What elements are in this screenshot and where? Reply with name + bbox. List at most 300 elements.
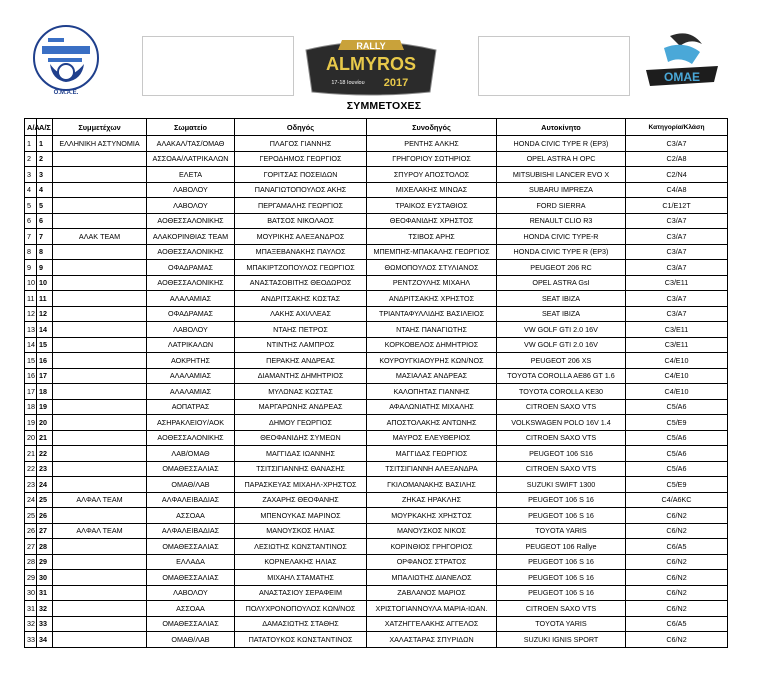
row-as: 3 bbox=[37, 167, 53, 183]
row-driver: ΜΑΝΟΥΣΚΟΣ ΗΛΙΑΣ bbox=[235, 523, 367, 539]
row-aa: 19 bbox=[25, 415, 37, 431]
col-header-driver: Οδηγός bbox=[235, 119, 367, 136]
table-row bbox=[25, 492, 728, 508]
row-car: PEUGEOT 106 S 16 bbox=[497, 570, 626, 586]
svg-text:17-18 Ιουνίου: 17-18 Ιουνίου bbox=[331, 80, 365, 86]
col-header-class: Κατηγορία/Κλάση bbox=[626, 119, 728, 136]
row-aa: 21 bbox=[25, 446, 37, 462]
row-driver: ΜΠΑΚΙΡΤΖΟΠΟΥΛΟΣ ΓΕΩΡΓΙΟΣ bbox=[235, 260, 367, 276]
table-row bbox=[25, 554, 728, 570]
row-driver: ΓΕΡΟΔΗΜΟΣ ΓΕΩΡΓΙΟΣ bbox=[235, 151, 367, 167]
row-class: C3/A7 bbox=[626, 306, 728, 322]
row-car: PEUGEOT 106 S 16 bbox=[497, 492, 626, 508]
row-as: 23 bbox=[37, 461, 53, 477]
row-class: C4/A6KC bbox=[626, 492, 728, 508]
row-club: ΟΜΑΘΕΣΣΑΛΙΑΣ bbox=[147, 616, 235, 632]
row-as: 8 bbox=[37, 244, 53, 260]
row-driver: ΝΤΑΗΣ ΠΕΤΡΟΣ bbox=[235, 322, 367, 338]
row-codriver: ΑΠΟΣΤΟΛΑΚΗΣ ΑΝΤΩΝΗΣ bbox=[367, 415, 497, 431]
header-frame-left bbox=[142, 36, 294, 96]
row-driver: ΓΟΡΙΤΣΑΣ ΠΟΣΕΙΔΩΝ bbox=[235, 167, 367, 183]
row-club: ΑΟΚΡΗΤΗΣ bbox=[147, 353, 235, 369]
row-aa: 2 bbox=[25, 151, 37, 167]
row-car: OPEL ASTRA GsI bbox=[497, 275, 626, 291]
row-car: PEUGEOT 106 S16 bbox=[497, 446, 626, 462]
row-car: PEUGEOT 106 S 16 bbox=[497, 554, 626, 570]
row-club: ΑΛΑΛΑΜΙΑΣ bbox=[147, 291, 235, 307]
table-row bbox=[25, 570, 728, 586]
row-as: 29 bbox=[37, 554, 53, 570]
row-driver: ΜΟΥΡΙΚΗΣ ΑΛΕΞΑΝΔΡΟΣ bbox=[235, 229, 367, 245]
row-codriver: ΧΑΛΑΣΤΑΡΑΣ ΣΠΥΡΙΔΩΝ bbox=[367, 632, 497, 648]
row-driver: ΔΙΑΜΑΝΤΗΣ ΔΗΜΗΤΡΙΟΣ bbox=[235, 368, 367, 384]
row-codriver: ΘΩΜΟΠΟΥΛΟΣ ΣΤΥΛΙΑΝΟΣ bbox=[367, 260, 497, 276]
col-header-aa: Α/Α bbox=[25, 119, 37, 136]
table-row bbox=[25, 430, 728, 446]
row-as: 32 bbox=[37, 601, 53, 617]
svg-text:ALMYROS: ALMYROS bbox=[326, 54, 416, 74]
row-driver: ΝΤΙΝΤΗΣ ΛΑΜΠΡΟΣ bbox=[235, 337, 367, 353]
row-class: C4/E10 bbox=[626, 353, 728, 369]
row-club: ΑΟΘΕΣΣΑΛΟΝΙΚΗΣ bbox=[147, 275, 235, 291]
row-class: C5/A6 bbox=[626, 446, 728, 462]
row-driver: ΖΑΧΑΡΗΣ ΘΕΟΦΑΝΗΣ bbox=[235, 492, 367, 508]
table-row bbox=[25, 446, 728, 462]
row-club: ΑΛΑΛΑΜΙΑΣ bbox=[147, 368, 235, 384]
row-codriver: ΤΡΙΑΝΤΑΦΥΛΛΙΔΗΣ ΒΑΣΙΛΕΙΟΣ bbox=[367, 306, 497, 322]
row-participant bbox=[53, 275, 147, 291]
row-participant bbox=[53, 477, 147, 493]
row-aa: 5 bbox=[25, 198, 37, 214]
row-class: C6/N2 bbox=[626, 570, 728, 586]
row-as: 25 bbox=[37, 492, 53, 508]
row-participant bbox=[53, 167, 147, 183]
header-frame-right bbox=[478, 36, 630, 96]
row-codriver: ΚΟΥΡΟΥΓΚΙΑΟΥΡΗΣ ΚΩΝ/ΝΟΣ bbox=[367, 353, 497, 369]
row-aa: 12 bbox=[25, 306, 37, 322]
row-driver: ΑΝΔΡΙΤΣΑΚΗΣ ΚΩΣΤΑΣ bbox=[235, 291, 367, 307]
row-aa: 14 bbox=[25, 337, 37, 353]
row-car: SUZUKI IGNIS SPORT bbox=[497, 632, 626, 648]
row-club: ΛΑΒΟΛΟΥ bbox=[147, 322, 235, 338]
row-club: ΟΦΑΔΡΑΜΑΣ bbox=[147, 306, 235, 322]
row-club: ΛΑΒΟΛΟΥ bbox=[147, 182, 235, 198]
row-driver: ΜΠΕΝΟΥΚΑΣ ΜΑΡΙΝΟΣ bbox=[235, 508, 367, 524]
row-class: C2/N4 bbox=[626, 167, 728, 183]
row-class: C2/A8 bbox=[626, 151, 728, 167]
row-driver: ΜΑΡΓΑΡΩΝΗΣ ΑΝΔΡΕΑΣ bbox=[235, 399, 367, 415]
row-driver: ΠΕΡΑΚΗΣ ΑΝΔΡΕΑΣ bbox=[235, 353, 367, 369]
row-car: CITROEN SAXO VTS bbox=[497, 461, 626, 477]
row-as: 28 bbox=[37, 539, 53, 555]
row-club: ΛΑΤΡΙΚΑΛΩΝ bbox=[147, 337, 235, 353]
rally-almyros-logo bbox=[300, 36, 442, 96]
row-driver: ΠΑΤΑΤΟΥΚΟΣ ΚΩΝΣΤΑΝΤΙΝΟΣ bbox=[235, 632, 367, 648]
row-car: PEUGEOT 106 Rallye bbox=[497, 539, 626, 555]
row-class: C6/N2 bbox=[626, 601, 728, 617]
row-driver: ΚΟΡΝΕΛΑΚΗΣ ΗΛΙΑΣ bbox=[235, 554, 367, 570]
row-class: C6/N2 bbox=[626, 632, 728, 648]
row-as: 10 bbox=[37, 275, 53, 291]
row-codriver: ΣΠΥΡΟΥ ΑΠΟΣΤΟΛΟΣ bbox=[367, 167, 497, 183]
row-car: VW GOLF GTI 2.0 16V bbox=[497, 322, 626, 338]
row-class: C6/N2 bbox=[626, 523, 728, 539]
row-club: ΟΜΑΘ/ΛΑΒ bbox=[147, 477, 235, 493]
entries-table bbox=[24, 118, 728, 648]
row-car: TOYOTA COROLLA KE30 bbox=[497, 384, 626, 400]
row-car: MITSUBISHI LANCER EVO X bbox=[497, 167, 626, 183]
col-header-as: Α/Σ bbox=[37, 119, 53, 136]
row-class: C6/A5 bbox=[626, 616, 728, 632]
row-aa: 33 bbox=[25, 632, 37, 648]
row-aa: 8 bbox=[25, 244, 37, 260]
row-codriver: ΜΑΣΙΑΛΑΣ ΑΝΔΡΕΑΣ bbox=[367, 368, 497, 384]
row-codriver: ΚΟΡΚΟΒΕΛΟΣ ΔΗΜΗΤΡΙΟΣ bbox=[367, 337, 497, 353]
svg-text:ΟΜΑΕ: ΟΜΑΕ bbox=[664, 70, 700, 84]
row-class: C4/E10 bbox=[626, 368, 728, 384]
row-codriver: ΜΟΥΡΚΑΚΗΣ ΧΡΗΣΤΟΣ bbox=[367, 508, 497, 524]
row-class: C5/A6 bbox=[626, 461, 728, 477]
row-car: VW GOLF GTI 2.0 16V bbox=[497, 337, 626, 353]
row-club: ΟΜΑΘΕΣΣΑΛΙΑΣ bbox=[147, 461, 235, 477]
row-as: 7 bbox=[37, 229, 53, 245]
table-row bbox=[25, 337, 728, 353]
row-codriver: ΜΑΥΡΟΣ ΕΛΕΥΘΕΡΙΟΣ bbox=[367, 430, 497, 446]
row-club: ΑΣΣΟΑΑ bbox=[147, 601, 235, 617]
row-class: C4/A8 bbox=[626, 182, 728, 198]
row-class: C3/E11 bbox=[626, 322, 728, 338]
row-aa: 22 bbox=[25, 461, 37, 477]
table-row bbox=[25, 260, 728, 276]
row-codriver: ΜΠΑΛΙΩΤΗΣ ΔΙΑΝΕΛΟΣ bbox=[367, 570, 497, 586]
row-as: 12 bbox=[37, 306, 53, 322]
row-as: 9 bbox=[37, 260, 53, 276]
row-as: 14 bbox=[37, 322, 53, 338]
row-car: OPEL ASTRA H OPC bbox=[497, 151, 626, 167]
table-row bbox=[25, 539, 728, 555]
table-row bbox=[25, 198, 728, 214]
row-as: 31 bbox=[37, 585, 53, 601]
table-row bbox=[25, 213, 728, 229]
row-participant bbox=[53, 539, 147, 555]
row-aa: 4 bbox=[25, 182, 37, 198]
row-codriver: ΜΑΝΟΥΣΚΟΣ ΝΙΚΟΣ bbox=[367, 523, 497, 539]
row-codriver: ΧΑΤΖΗΓΓΕΛΑΚΗΣ ΑΓΓΕΛΟΣ bbox=[367, 616, 497, 632]
row-aa: 27 bbox=[25, 539, 37, 555]
row-participant bbox=[53, 260, 147, 276]
table-row bbox=[25, 275, 728, 291]
table-header-row bbox=[25, 119, 728, 136]
row-club: ΕΛΕΤΑ bbox=[147, 167, 235, 183]
table-row bbox=[25, 585, 728, 601]
row-driver: ΘΕΟΦΑΝΙΔΗΣ ΣΥΜΕΩΝ bbox=[235, 430, 367, 446]
row-car: SEAT IBIZA bbox=[497, 291, 626, 307]
row-participant bbox=[53, 415, 147, 431]
row-codriver: ΜΠΕΜΠΗΣ-ΜΠΑΚΑΛΗΣ ΓΕΩΡΓΙΟΣ bbox=[367, 244, 497, 260]
row-participant: ΑΛΦΑΛ TEAM bbox=[53, 523, 147, 539]
row-car: HONDA CIVIC TYPE R (EP3) bbox=[497, 136, 626, 152]
row-participant bbox=[53, 213, 147, 229]
row-aa: 16 bbox=[25, 368, 37, 384]
row-as: 1 bbox=[37, 136, 53, 152]
club-logo bbox=[28, 16, 104, 98]
row-aa: 26 bbox=[25, 523, 37, 539]
row-aa: 1 bbox=[25, 136, 37, 152]
row-driver: ΑΝΑΣΤΑΣΙΟΥ ΣΕΡΑΦΕΙΜ bbox=[235, 585, 367, 601]
row-participant bbox=[53, 601, 147, 617]
row-class: C6/N2 bbox=[626, 585, 728, 601]
row-club: ΑΟΠΑΤΡΑΣ bbox=[147, 399, 235, 415]
row-club: ΑΣΣΟΑΑ bbox=[147, 508, 235, 524]
row-codriver: ΜΙΧΕΛΑΚΗΣ ΜΙΝΩΑΣ bbox=[367, 182, 497, 198]
row-class: C6/A5 bbox=[626, 539, 728, 555]
table-row bbox=[25, 477, 728, 493]
row-participant bbox=[53, 151, 147, 167]
row-aa: 30 bbox=[25, 585, 37, 601]
row-class: C3/A7 bbox=[626, 136, 728, 152]
row-class: C3/A7 bbox=[626, 260, 728, 276]
row-participant bbox=[53, 554, 147, 570]
svg-text:Ο.Μ.Α.Ε.: Ο.Μ.Α.Ε. bbox=[53, 90, 79, 96]
row-as: 17 bbox=[37, 368, 53, 384]
table-row bbox=[25, 632, 728, 648]
row-driver: ΠΕΡΓΑΜΑΛΗΣ ΓΕΩΡΓΙΟΣ bbox=[235, 198, 367, 214]
row-participant bbox=[53, 322, 147, 338]
row-aa: 9 bbox=[25, 260, 37, 276]
row-car: CITROEN SAXO VTS bbox=[497, 430, 626, 446]
row-class: C5/A6 bbox=[626, 430, 728, 446]
row-aa: 20 bbox=[25, 430, 37, 446]
table-row bbox=[25, 136, 728, 152]
col-header-codriver: Συνοδηγός bbox=[367, 119, 497, 136]
row-codriver: ΓΚΙΛΟΜΑΝΑΚΗΣ ΒΑΣΙΛΗΣ bbox=[367, 477, 497, 493]
row-club: ΟΦΑΔΡΑΜΑΣ bbox=[147, 260, 235, 276]
row-aa: 31 bbox=[25, 601, 37, 617]
row-class: C5/E9 bbox=[626, 415, 728, 431]
row-aa: 32 bbox=[25, 616, 37, 632]
row-codriver: ΑΦΑΛΩΝΙΑΤΗΣ ΜΙΧΑΛΗΣ bbox=[367, 399, 497, 415]
row-participant bbox=[53, 570, 147, 586]
row-driver: ΠΑΝΑΓΙΩΤΟΠΟΥΛΟΣ ΑΚΗΣ bbox=[235, 182, 367, 198]
row-as: 19 bbox=[37, 399, 53, 415]
page-header bbox=[0, 0, 768, 100]
col-header-club: Σωματείο bbox=[147, 119, 235, 136]
row-class: C5/E9 bbox=[626, 477, 728, 493]
row-club: ΕΛΛΑΔΑ bbox=[147, 554, 235, 570]
row-class: C3/A7 bbox=[626, 213, 728, 229]
table-row bbox=[25, 415, 728, 431]
row-driver: ΜΥΛΩΝΑΣ ΚΩΣΤΑΣ bbox=[235, 384, 367, 400]
row-participant bbox=[53, 198, 147, 214]
row-codriver: ΤΡΑΙΚΟΣ ΕΥΣΤΑΘΙΟΣ bbox=[367, 198, 497, 214]
row-driver: ΠΑΡΑΣΚΕΥΑΣ ΜΙΧΑΗΛ-ΧΡΗΣΤΟΣ bbox=[235, 477, 367, 493]
table-row bbox=[25, 353, 728, 369]
row-aa: 25 bbox=[25, 508, 37, 524]
row-club: ΛΑΒΟΛΟΥ bbox=[147, 585, 235, 601]
row-car: SUBARU IMPREZA bbox=[497, 182, 626, 198]
row-participant bbox=[53, 306, 147, 322]
row-codriver: ΡΕΝΤΖΟΥΛΗΣ ΜΙΧΑΗΛ bbox=[367, 275, 497, 291]
row-codriver: ΚΟΡΙΝΘΙΟΣ ΓΡΗΓΟΡΙΟΣ bbox=[367, 539, 497, 555]
row-participant bbox=[53, 399, 147, 415]
row-aa: 18 bbox=[25, 399, 37, 415]
row-as: 2 bbox=[37, 151, 53, 167]
row-car: TOYOTA COROLLA AE86 GT 1.6 bbox=[497, 368, 626, 384]
row-as: 21 bbox=[37, 430, 53, 446]
row-club: ΑΛΦΑΛΕΙΒΑΔΙΑΣ bbox=[147, 492, 235, 508]
row-club: ΑΣΣΟΑΑ/ΛΑΤΡΙΚΑΛΩΝ bbox=[147, 151, 235, 167]
table-row bbox=[25, 151, 728, 167]
row-as: 24 bbox=[37, 477, 53, 493]
row-participant bbox=[53, 353, 147, 369]
row-participant bbox=[53, 430, 147, 446]
row-aa: 17 bbox=[25, 384, 37, 400]
table-row bbox=[25, 523, 728, 539]
table-row bbox=[25, 384, 728, 400]
row-aa: 24 bbox=[25, 492, 37, 508]
row-participant bbox=[53, 508, 147, 524]
row-as: 27 bbox=[37, 523, 53, 539]
row-participant bbox=[53, 616, 147, 632]
col-header-participant: Συμμετέχων bbox=[53, 119, 147, 136]
row-driver: ΔΗΜΟΥ ΓΕΩΡΓΙΟΣ bbox=[235, 415, 367, 431]
svg-text:RALLY: RALLY bbox=[356, 41, 386, 51]
row-class: C3/E11 bbox=[626, 275, 728, 291]
row-as: 11 bbox=[37, 291, 53, 307]
row-aa: 28 bbox=[25, 554, 37, 570]
row-aa: 10 bbox=[25, 275, 37, 291]
row-car: HONDA CIVIC TYPE R (EP3) bbox=[497, 244, 626, 260]
table-row bbox=[25, 616, 728, 632]
row-codriver: ΟΡΦΑΝΟΣ ΣΤΡΑΤΟΣ bbox=[367, 554, 497, 570]
row-driver: ΛΕΣΙΩΤΗΣ ΚΩΝΣΤΑΝΤΙΝΟΣ bbox=[235, 539, 367, 555]
row-codriver: ΖΗΚΑΣ ΗΡΑΚΛΗΣ bbox=[367, 492, 497, 508]
row-driver: ΠΟΛΥΧΡΟΝΟΠΟΥΛΟΣ ΚΩΝ/ΝΟΣ bbox=[235, 601, 367, 617]
table-row bbox=[25, 306, 728, 322]
row-class: C3/A7 bbox=[626, 291, 728, 307]
row-car: CITROEN SAXO VTS bbox=[497, 601, 626, 617]
row-class: C3/A7 bbox=[626, 229, 728, 245]
row-club: ΑΛΑΚΟΡΙΝΘΙΑΣ TEAM bbox=[147, 229, 235, 245]
row-codriver: ΘΕΟΦΑΝΙΔΗΣ ΧΡΗΣΤΟΣ bbox=[367, 213, 497, 229]
row-participant bbox=[53, 384, 147, 400]
row-participant bbox=[53, 244, 147, 260]
row-class: C3/A7 bbox=[626, 244, 728, 260]
row-club: ΟΜΑΘΕΣΣΑΛΙΑΣ bbox=[147, 539, 235, 555]
row-codriver: ΖΑΒΛΑΝΟΣ ΜΑΡΙΟΣ bbox=[367, 585, 497, 601]
row-participant bbox=[53, 182, 147, 198]
row-car: SUZUKI SWIFT 1300 bbox=[497, 477, 626, 493]
row-participant bbox=[53, 368, 147, 384]
row-class: C6/N2 bbox=[626, 508, 728, 524]
col-header-car: Αυτοκίνητο bbox=[497, 119, 626, 136]
row-as: 15 bbox=[37, 337, 53, 353]
row-club: ΑΣΗΡΑΚΛΕΙΟΥ/ΑΟΚ bbox=[147, 415, 235, 431]
table-row bbox=[25, 244, 728, 260]
table-row bbox=[25, 601, 728, 617]
row-club: ΟΜΑΘΕΣΣΑΛΙΑΣ bbox=[147, 570, 235, 586]
row-as: 16 bbox=[37, 353, 53, 369]
row-codriver: ΑΝΔΡΙΤΣΑΚΗΣ ΧΡΗΣΤΟΣ bbox=[367, 291, 497, 307]
row-car: TOYOTA YARIS bbox=[497, 523, 626, 539]
row-participant bbox=[53, 446, 147, 462]
row-driver: ΒΑΤΣΟΣ ΝΙΚΟΛΑΟΣ bbox=[235, 213, 367, 229]
row-club: ΛΑΒΟΛΟΥ bbox=[147, 198, 235, 214]
row-car: SEAT IBIZA bbox=[497, 306, 626, 322]
row-codriver: ΜΑΓΓΙΔΑΣ ΓΕΩΡΓΙΟΣ bbox=[367, 446, 497, 462]
row-driver: ΜΑΓΓΙΔΑΣ ΙΩΑΝΝΗΣ bbox=[235, 446, 367, 462]
row-car: RENAULT CLIO R3 bbox=[497, 213, 626, 229]
row-codriver: ΤΣΙΤΣΙΓΙΑΝΝΗ ΑΛΕΞΑΝΔΡΑ bbox=[367, 461, 497, 477]
row-aa: 23 bbox=[25, 477, 37, 493]
row-driver: ΑΝΑΣΤΑΣΟΒΙΤΗΣ ΘΕΟΔΩΡΟΣ bbox=[235, 275, 367, 291]
row-participant bbox=[53, 585, 147, 601]
table-row bbox=[25, 399, 728, 415]
table-row bbox=[25, 368, 728, 384]
table-row bbox=[25, 508, 728, 524]
row-aa: 3 bbox=[25, 167, 37, 183]
row-club: ΑΟΘΕΣΣΑΛΟΝΙΚΗΣ bbox=[147, 213, 235, 229]
row-driver: ΤΣΙΤΣΙΓΙΑΝΝΗΣ ΘΑΝΑΣΗΣ bbox=[235, 461, 367, 477]
row-car: CITROEN SAXO VTS bbox=[497, 399, 626, 415]
row-class: C6/N2 bbox=[626, 554, 728, 570]
row-aa: 29 bbox=[25, 570, 37, 586]
row-participant bbox=[53, 291, 147, 307]
row-as: 33 bbox=[37, 616, 53, 632]
row-driver: ΠΛΑΓΟΣ ΓΙΑΝΝΗΣ bbox=[235, 136, 367, 152]
table-row bbox=[25, 229, 728, 245]
omae-logo bbox=[640, 30, 724, 92]
row-club: ΑΛΑΛΑΜΙΑΣ bbox=[147, 384, 235, 400]
row-codriver: ΤΣΙΒΟΣ ΑΡΗΣ bbox=[367, 229, 497, 245]
table-row bbox=[25, 322, 728, 338]
row-as: 5 bbox=[37, 198, 53, 214]
row-driver: ΜΙΧΑΗΛ ΣΤΑΜΑΤΗΣ bbox=[235, 570, 367, 586]
row-codriver: ΧΡΙΣΤΟΓΙΑΝΝΟΥΛΑ ΜΑΡΙΑ-ΙΩΑΝ. bbox=[367, 601, 497, 617]
svg-text:2017: 2017 bbox=[383, 77, 409, 89]
row-codriver: ΡΕΝΤΗΣ ΑΛΚΗΣ bbox=[367, 136, 497, 152]
row-driver: ΔΑΜΑΣΙΩΤΗΣ ΣΤΑΘΗΣ bbox=[235, 616, 367, 632]
table-row bbox=[25, 461, 728, 477]
row-as: 18 bbox=[37, 384, 53, 400]
row-aa: 15 bbox=[25, 353, 37, 369]
row-codriver: ΚΑΛΟΠΗΤΑΣ ΓΙΑΝΝΗΣ bbox=[367, 384, 497, 400]
row-club: ΑΟΘΕΣΣΑΛΟΝΙΚΗΣ bbox=[147, 244, 235, 260]
row-class: C1/E12T bbox=[626, 198, 728, 214]
row-codriver: ΝΤΑΗΣ ΠΑΝΑΓΙΩΤΗΣ bbox=[367, 322, 497, 338]
row-car: PEUGEOT 206 XS bbox=[497, 353, 626, 369]
row-class: C4/E10 bbox=[626, 384, 728, 400]
table-row bbox=[25, 291, 728, 307]
row-club: ΑΟΘΕΣΣΑΛΟΝΙΚΗΣ bbox=[147, 430, 235, 446]
row-car: PEUGEOT 106 S 16 bbox=[497, 585, 626, 601]
row-driver: ΛΑΚΗΣ ΑΧΙΛΛΕΑΣ bbox=[235, 306, 367, 322]
row-car: VOLKSWAGEN POLO 16V 1.4 bbox=[497, 415, 626, 431]
row-car: TOYOTA YARIS bbox=[497, 616, 626, 632]
table-row bbox=[25, 182, 728, 198]
row-participant: ΑΛΑΚ TEAM bbox=[53, 229, 147, 245]
row-driver: ΜΠΑΞΕΒΑΝΑΚΗΣ ΠΑΥΛΟΣ bbox=[235, 244, 367, 260]
row-participant bbox=[53, 632, 147, 648]
row-as: 20 bbox=[37, 415, 53, 431]
row-as: 30 bbox=[37, 570, 53, 586]
row-club: ΑΛΦΑΛΕΙΒΑΔΙΑΣ bbox=[147, 523, 235, 539]
page-title: ΣΥΜΜΕΤΟΧΕΣ bbox=[346, 100, 422, 112]
row-club: ΟΜΑΘ/ΛΑΒ bbox=[147, 632, 235, 648]
row-club: ΛΑΒ/ΟΜΑΘ bbox=[147, 446, 235, 462]
row-car: PEUGEOT 206 RC bbox=[497, 260, 626, 276]
row-car: HONDA CIVIC TYPE-R bbox=[497, 229, 626, 245]
